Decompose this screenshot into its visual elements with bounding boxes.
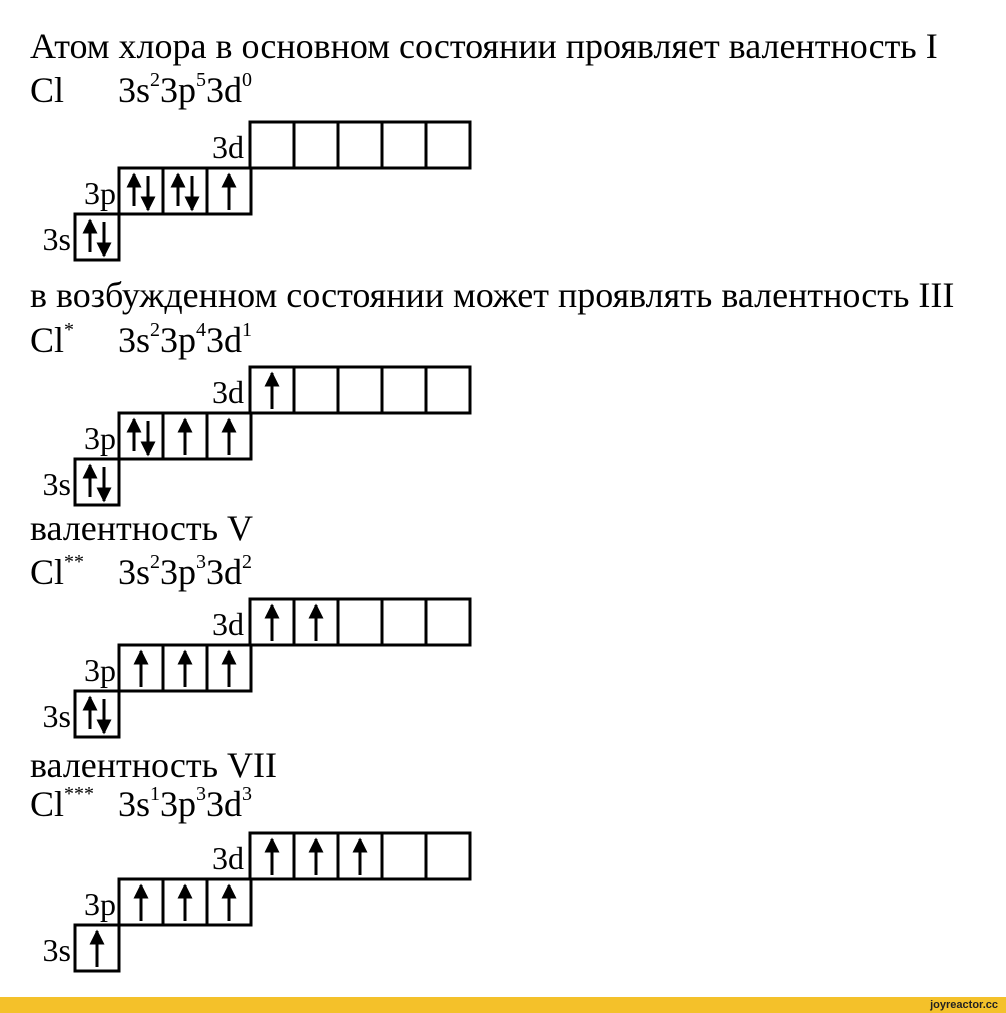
level-label: 3s: [42, 932, 71, 968]
orbital-box: [75, 691, 119, 737]
symbol-superscript: ***: [64, 783, 95, 805]
electron-configuration: [118, 319, 252, 360]
orbital-cell: [250, 367, 294, 413]
orbital-cell: [382, 367, 426, 413]
electron-configuration: [118, 69, 252, 110]
config-electrons: 3: [196, 551, 207, 573]
orbital-level-3s: [43, 691, 119, 737]
config-orbital: 3p: [160, 784, 197, 824]
orbital-cell: [382, 599, 426, 645]
orbital-box: [250, 122, 294, 168]
section-4: [30, 745, 470, 971]
config-electrons: 0: [242, 69, 253, 91]
symbol-superscript: *: [64, 319, 75, 341]
footer-bar: [0, 997, 1006, 1013]
orbital-box: [119, 168, 163, 214]
electron-configuration: [118, 551, 252, 592]
config-orbital: 3d: [206, 784, 243, 824]
orbital-box: [426, 833, 470, 879]
section-heading: в возбужденном состоянии может проявлять валентность III: [30, 275, 955, 315]
electron-configuration: [118, 783, 252, 824]
orbital-cell: [75, 925, 119, 971]
config-orbital: 3s: [118, 552, 151, 592]
orbital-box: [338, 367, 382, 413]
element-symbol: [30, 319, 74, 360]
section-heading: валентность VII: [30, 745, 278, 785]
symbol-text: Cl: [30, 552, 65, 592]
orbital-box: [426, 367, 470, 413]
orbital-cell: [207, 645, 251, 691]
orbital-cell: [382, 122, 426, 168]
orbital-cell: [338, 599, 382, 645]
level-label: 3s: [42, 221, 71, 257]
orbital-cell: [163, 645, 207, 691]
section-2: [30, 275, 954, 505]
orbital-level-3d: [212, 122, 470, 168]
orbital-cell: [119, 645, 163, 691]
orbital-level-3p: [84, 413, 251, 459]
section-heading: Атом хлора в основном состоянии проявляет валентность I: [30, 26, 938, 66]
level-label: 3d: [212, 606, 244, 642]
orbital-cell: [294, 833, 338, 879]
config-orbital: 3d: [206, 552, 243, 592]
orbital-cell: [294, 367, 338, 413]
orbital-cell: [338, 367, 382, 413]
orbital-cell: [75, 691, 119, 737]
config-electrons: 3: [196, 783, 207, 805]
orbital-cell: [207, 879, 251, 925]
element-symbol: [30, 551, 84, 592]
config-orbital: 3p: [160, 320, 197, 360]
config-electrons: 3: [242, 783, 253, 805]
level-label: 3p: [84, 652, 116, 688]
config-electrons: 2: [150, 319, 161, 341]
level-label: 3p: [84, 420, 116, 456]
config-electrons: 2: [242, 551, 253, 573]
orbital-cell: [294, 122, 338, 168]
config-electrons: 2: [150, 551, 161, 573]
orbital-level-3s: [43, 214, 119, 260]
orbital-level-3p: [84, 168, 251, 214]
symbol-text: Cl: [30, 70, 65, 110]
watermark-text: joyreactor.cc: [930, 999, 998, 1011]
orbital-level-3d: [212, 833, 470, 879]
orbital-box: [382, 833, 426, 879]
orbital-level-3s: [43, 925, 119, 971]
orbital-cell: [382, 833, 426, 879]
orbital-cell: [426, 122, 470, 168]
orbital-box: [382, 122, 426, 168]
config-orbital: 3d: [206, 320, 243, 360]
level-label: 3d: [212, 374, 244, 410]
orbital-level-3d: [212, 599, 470, 645]
orbital-cell: [163, 168, 207, 214]
orbital-cell: [75, 459, 119, 505]
orbital-box: [163, 168, 207, 214]
orbital-box: [294, 367, 338, 413]
orbital-box: [75, 459, 119, 505]
config-orbital: 3d: [206, 70, 243, 110]
orbital-cell: [119, 413, 163, 459]
orbital-cell: [426, 367, 470, 413]
element-symbol: [30, 70, 64, 110]
orbital-level-3p: [84, 645, 251, 691]
config-electrons: 1: [150, 783, 161, 805]
orbital-box: [338, 122, 382, 168]
orbital-cell: [75, 214, 119, 260]
orbital-cell: [163, 413, 207, 459]
symbol-superscript: **: [64, 551, 85, 573]
orbital-cell: [338, 122, 382, 168]
orbital-cell: [119, 168, 163, 214]
section-1: [30, 26, 938, 260]
orbital-box: [75, 214, 119, 260]
config-electrons: 1: [242, 319, 253, 341]
level-label: 3s: [42, 698, 71, 734]
config-orbital: 3s: [118, 784, 151, 824]
orbital-cell: [426, 833, 470, 879]
level-label: 3p: [84, 886, 116, 922]
orbital-cell: [426, 599, 470, 645]
orbital-box: [382, 599, 426, 645]
symbol-text: Cl: [30, 320, 65, 360]
orbital-box: [382, 367, 426, 413]
element-symbol: [30, 783, 94, 824]
config-electrons: 5: [196, 69, 207, 91]
config-orbital: 3s: [118, 70, 151, 110]
section-heading: валентность V: [30, 508, 254, 548]
config-orbital: 3p: [160, 70, 197, 110]
level-label: 3p: [84, 175, 116, 211]
level-label: 3s: [42, 466, 71, 502]
orbital-box: [426, 599, 470, 645]
orbital-level-3p: [84, 879, 251, 925]
config-electrons: 4: [196, 319, 207, 341]
orbital-cell: [207, 413, 251, 459]
config-orbital: 3s: [118, 320, 151, 360]
orbital-cell: [338, 833, 382, 879]
orbital-box: [426, 122, 470, 168]
config-orbital: 3p: [160, 552, 197, 592]
orbital-box: [294, 122, 338, 168]
orbital-cell: [250, 599, 294, 645]
symbol-text: Cl: [30, 784, 65, 824]
section-3: [30, 508, 470, 737]
orbital-cell: [163, 879, 207, 925]
orbital-level-3s: [43, 459, 119, 505]
orbital-level-3d: [212, 367, 470, 413]
orbital-box: [119, 413, 163, 459]
orbital-cell: [119, 879, 163, 925]
orbital-cell: [250, 122, 294, 168]
orbital-cell: [207, 168, 251, 214]
orbital-box: [338, 599, 382, 645]
orbital-cell: [250, 833, 294, 879]
orbital-cell: [294, 599, 338, 645]
level-label: 3d: [212, 129, 244, 165]
level-label: 3d: [212, 840, 244, 876]
config-electrons: 2: [150, 69, 161, 91]
